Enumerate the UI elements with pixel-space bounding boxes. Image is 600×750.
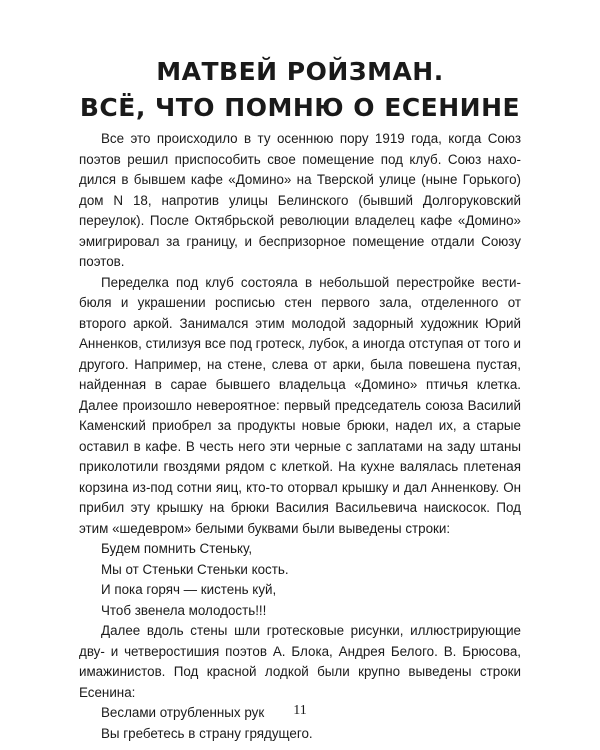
verse-line: Вы гребетесь в страну грядущего.	[101, 725, 313, 741]
chapter-title-line-1: МАТВЕЙ РОЙЗМАН.	[156, 57, 444, 86]
paragraph: Далее вдоль стены шли гротесковые рисунки, иллюстрирующие дву- и четверостишия поэтов А. Блока, Андрея Белого. В. Брюсова, имажинистов. Под красной лодкой были крупно выведены строки Есенина:	[79, 623, 521, 700]
verse-line: Чтоб звенела молодость!!!	[101, 602, 267, 618]
paragraph: Переделка под клуб состояла в небольшой перестройке вестибюля и украшении росписью стен первого зала, отделенного от второго аркой. Занимался этим молодой задорный художник Юрий Анненков, стилизуя все под гротеск, лубок, а иногда отступая от того и другого. Например, на стене, слева от арки, была повешена пустая, найденная в сарае бывшего владельца «Домино» птичья клетка. Далее произошло невероятное: первый председатель союза Василий Каменский приобрел за продукты новые брюки, надел их, а старые оставил в кафе. В честь него эти черные с заплатами на заду штаны приколотили гвоздями рядом с клеткой. На кухне валялась плетеная корзина из-под сотни яиц, кто-то оторвал крышку и дал Анненкову. Он прибил эту крышку на брюки Василия Васильевича наискосок. Под этим «шедевром» белыми буквами были выведены строки:	[79, 274, 521, 536]
body-text	[79, 129, 521, 744]
paragraph: Все это происходило в ту осеннюю пору 1919 года, когда Союз поэтов решил приспособить свое помещение под клуб. Союз находился в бывшем кафе «Домино» на Тверской улице (ныне Горького) дом N 18, напротив улицы Белинского (бывший Долгоруковский переулок). После Октябрьской революции владелец кафе «Домино» эмигрировал за границу, и беспризорное помещение отдали Союзу поэтов.	[79, 131, 521, 269]
verse-line: И пока горяч — кистень куй,	[101, 582, 277, 597]
verse-line: Мы от Стеньки Стеньки кость.	[101, 561, 289, 577]
page-number: 11	[293, 703, 307, 718]
verse-line: Будем помнить Стеньку,	[101, 541, 253, 556]
chapter-title	[0, 54, 600, 126]
chapter-title-line-2: ВСЁ, ЧТО ПОМНЮ О ЕСЕНИНЕ	[79, 93, 521, 122]
verse-line: Веслами отрубленных рук	[101, 705, 265, 720]
